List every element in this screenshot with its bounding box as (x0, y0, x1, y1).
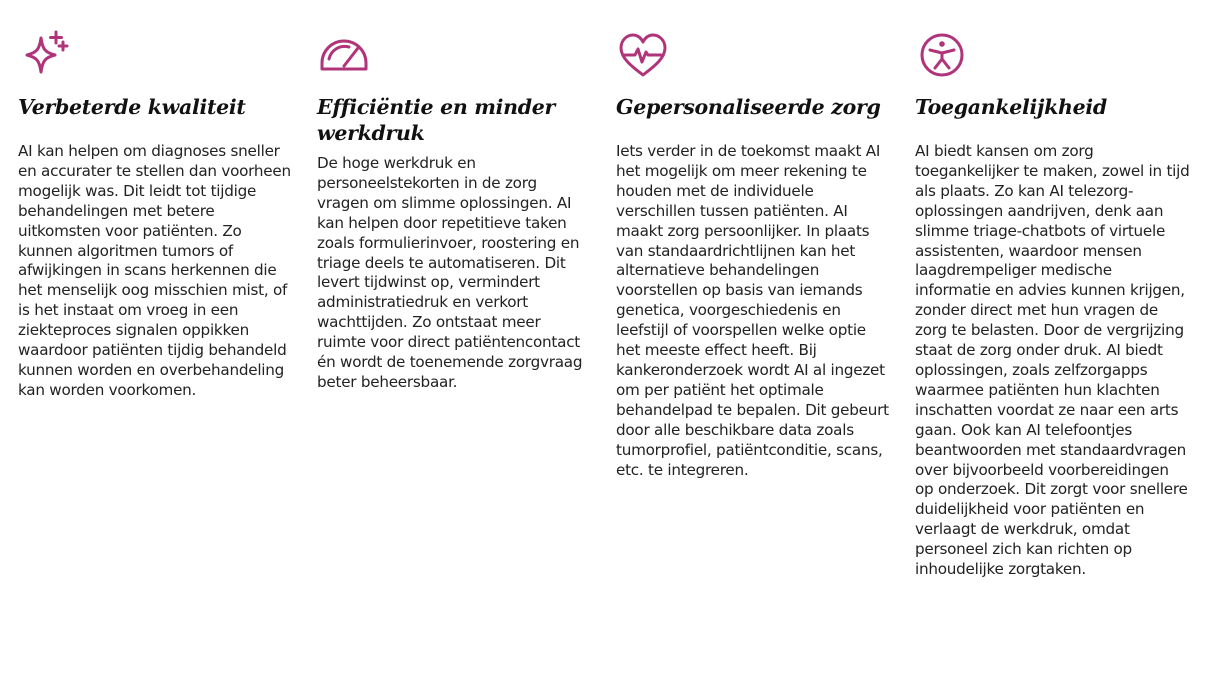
feature-columns (18, 28, 1208, 678)
feature-column-personalised (616, 28, 891, 480)
feature-column-accessibility (915, 28, 1190, 580)
feature-column-efficiency (317, 28, 592, 393)
feature-description: De hoge werkdruk en personeelstekorten in de zorg vragen om slimme oplossingen. AI kan helpen door repetitieve taken zoals formulierinvoer, roostering en triage deels te automatiseren. Dit levert tijdwinst op, vermindert administratiedruk en verkort wachttijden. Zo ontstaat meer ruimte voor direct patiëntencontact én wordt de toenemende zorgvraag beter beheersbaar. (317, 154, 583, 391)
feature-title: Verbeterde kwaliteit (18, 95, 246, 119)
accessibility-icon (915, 28, 969, 82)
feature-description: AI biedt kansen om zorg toegankelijker te maken, zowel in tijd als plaats. Zo kan AI telezorg-oplossingen aandrijven, denk aan slimme triage-chatbots of virtuele assistenten, waardoor mensen laagdrempeliger medische informatie en advies kunnen krijgen, zonder direct met hun vragen de zorg te belasten. Door de vergrijzing staat de zorg onder druk. AI biedt oplossingen, zoals zelfzorgapps waarmee patiënten hun klachten inschatten voordat ze naar een arts gaan. Ook kan AI telefoontjes beantwoorden met standaardvragen over bijvoorbeeld voorbereidingen op onderzoek. Dit zorgt voor snellere duidelijkheid voor patiënten en verlaagt de werkdruk, omdat personeel zich kan richten op inhoudelijke zorgtaken. (915, 142, 1190, 579)
feature-description: Iets verder in de toekomst maakt AI het mogelijk om meer rekening te houden met de individuele verschillen tussen patiënten. AI maakt zorg persoonlijker. In plaats van standaardrichtlijnen kan het alternatieve behandelingen voorstellen op basis van iemands genetica, voorgeschiedenis en leefstijl of voorspellen welke optie het meeste effect heeft. Bij kankeronderzoek wordt AI al ingezet om per patiënt het optimale behandelpad te bepalen. Dit gebeurt door alle beschikbare data zoals tumorprofiel, patiëntconditie, scans, etc. te integreren. (616, 142, 889, 479)
heart-pulse-icon (616, 28, 670, 82)
feature-column-quality (18, 28, 293, 401)
feature-title: Toegankelijkheid (915, 95, 1107, 119)
feature-title: Efficiëntie en minder werkdruk (317, 95, 556, 145)
feature-description: AI kan helpen om diagnoses sneller en accurater te stellen dan voorheen mogelijk was. Dit leidt tot tijdige behandelingen met betere uitkomsten voor patiënten. Zo kunnen algoritmen tumors of afwijkingen in scans herkennen die het menselijk oog misschien mist, of is het instaat om vroeg in een ziekteproces signalen oppikken waardoor patiënten tijdig behandeld kunnen worden en overbehandeling kan worden voorkomen. (18, 142, 291, 399)
feature-title: Gepersonaliseerde zorg (616, 95, 881, 119)
speedometer-icon (317, 28, 371, 82)
sparkle-icon (18, 28, 72, 82)
